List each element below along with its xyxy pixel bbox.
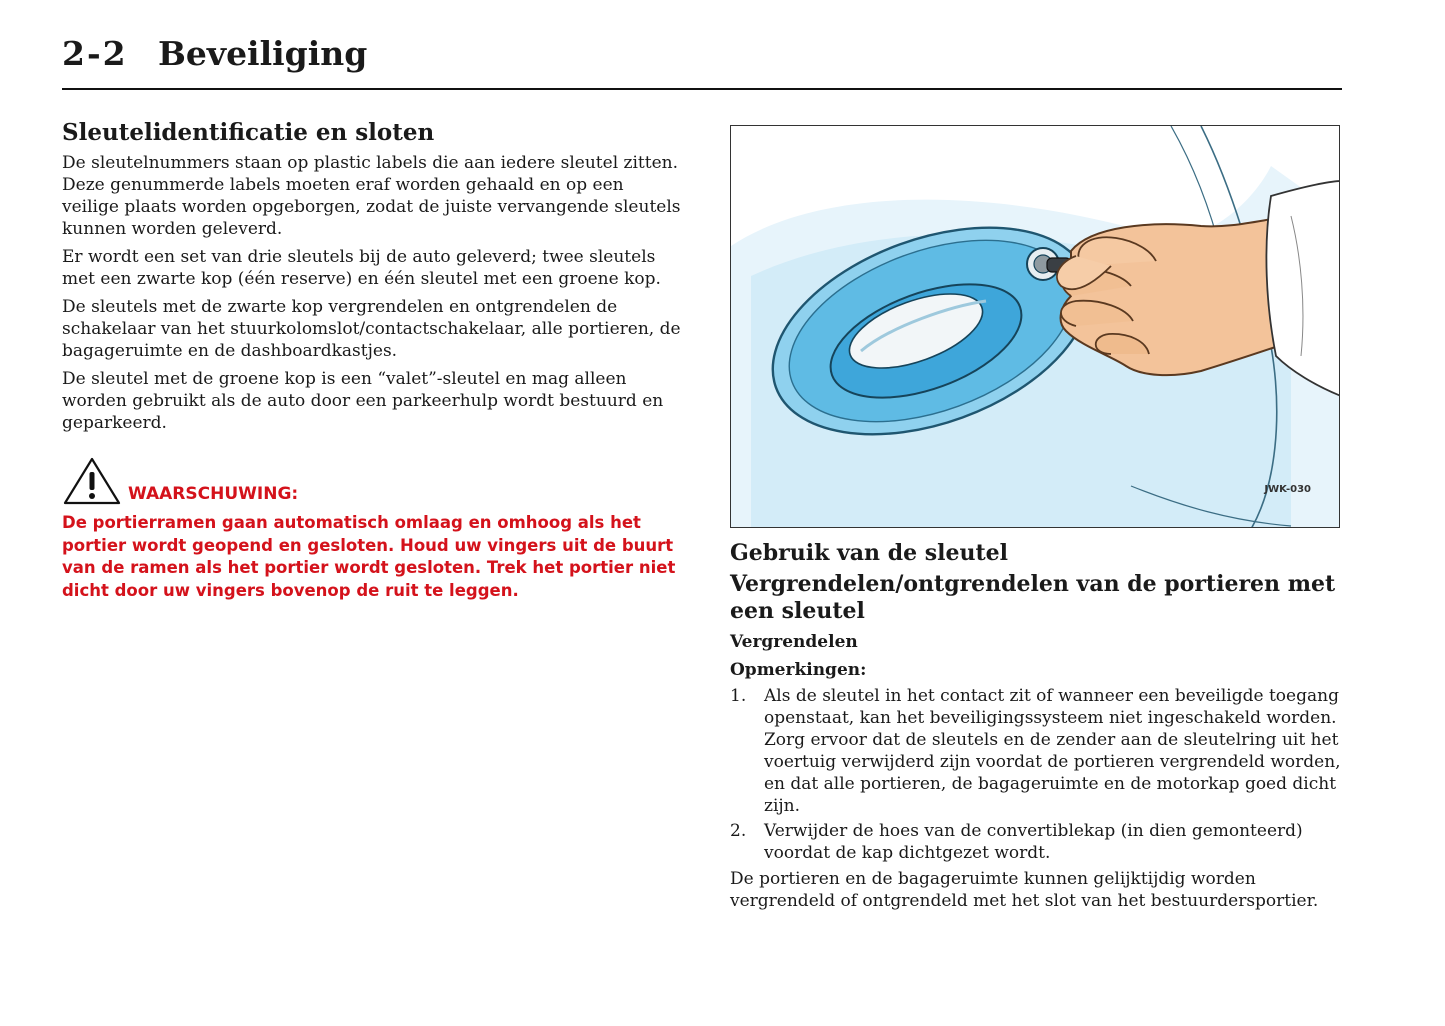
warning-header: [62, 456, 682, 506]
list-item-text: Verwijder de hoes van de convertiblekap (in dien gemonteerd) voordat de kap dichtgezet wordt.: [764, 821, 1303, 863]
warning-text: De portierramen gaan automatisch omlaag en omhoog als het portier wordt geopend en gesloten. Houd uw vingers uit de buurt van de ramen als het portier wordt gesloten. Trek het portier niet dicht door uw vingers bovenop de ruit te leggen.: [62, 513, 676, 600]
paragraph: De sleutelnummers staan op plastic labels die aan iedere sleutel zitten. Deze genummerde labels moeten eraf worden gehaald en op een veilige plaats worden opgeborgen, zodat de juiste vervangende sleutels kunnen worden geleverd.: [62, 153, 681, 239]
page-header: [62, 30, 1342, 90]
closing-paragraph: De portieren en de bagageruimte kunnen gelijktijdig worden vergrendeld of ontgrendeld met het slot van het bestuurdersportier.: [730, 869, 1319, 911]
notes-list: [730, 685, 1342, 864]
left-column: [62, 118, 682, 602]
paragraph: Er wordt een set van drie sleutels bij de auto geleverd; twee sleutels met een zwarte kop (één reserve) en één sleutel met een groene kop.: [62, 247, 661, 289]
page-number: 2-2: [62, 34, 128, 73]
subheading-lock: Vergrendelen: [730, 632, 858, 652]
figure-code: JWK-030: [1264, 484, 1311, 495]
heading-lock-unlock: Vergrendelen/ontgrendelen van de portieren met een sleutel: [730, 571, 1336, 624]
page-title: Beveiliging: [158, 34, 368, 73]
list-item-number: 1.: [730, 686, 747, 706]
section-title: Sleutelidentificatie en sloten: [62, 119, 435, 146]
paragraph: De sleutels met de zwarte kop vergrendelen en ontgrendelen de schakelaar van het stuurkolomslot/contactschakelaar, alle portieren, de bagageruimte en de dashboardkastjes.: [62, 297, 681, 361]
door-handle-key-illustration: [730, 125, 1340, 528]
warning-triangle-icon: [62, 456, 122, 506]
heading-key-usage: Gebruik van de sleutel: [730, 540, 1008, 566]
paragraph: De sleutel met de groene kop is een “valet”-sleutel en mag alleen worden gebruikt als de auto door een parkeerhulp wordt bestuurd en geparkeerd.: [62, 369, 664, 433]
list-item: [730, 685, 1342, 817]
list-item-text: Als de sleutel in het contact zit of wanneer een beveiligde toegang openstaat, kan het beveiligingssysteem niet ingeschakeld worden. Zorg ervoor dat de sleutels en de zender aan de sleutelring uit het voertuig verwijderd zijn voordat de portieren vergrendeld worden, en dat alle portieren, de bagageruimte en de motorkap goed dicht zijn.: [764, 686, 1341, 816]
illustration-svg: [731, 126, 1340, 528]
list-item: [730, 820, 1342, 864]
list-item-number: 2.: [730, 821, 747, 841]
right-column: [730, 125, 1342, 912]
notes-title: Opmerkingen:: [730, 660, 867, 680]
warning-label: WAARSCHUWING:: [128, 484, 299, 504]
